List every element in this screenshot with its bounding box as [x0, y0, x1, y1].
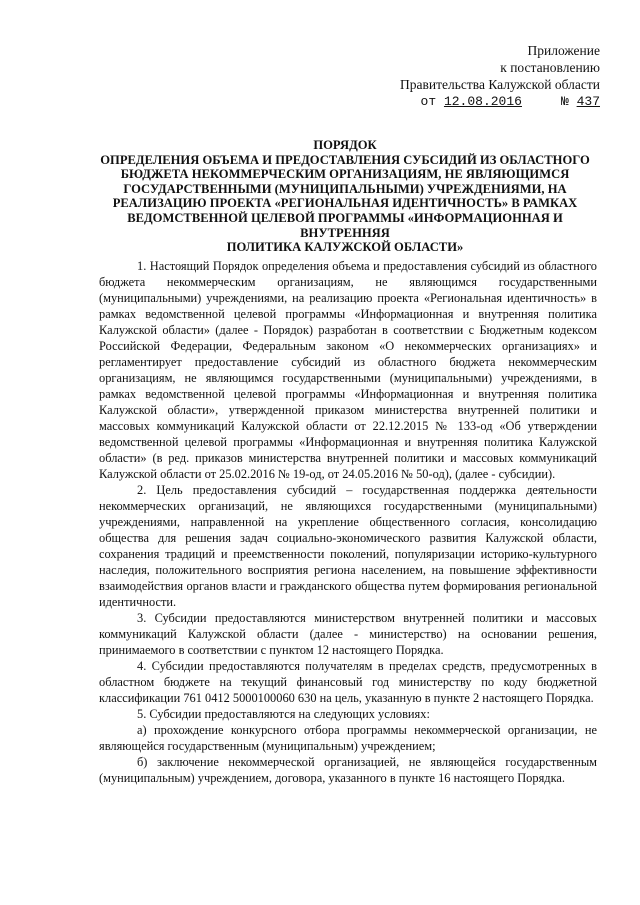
document-body: [99, 258, 597, 786]
paragraph-4: 4. Субсидии предоставляются получателям в пределах средств, предусмотренных в областном бюджете на текущий финансовый год министерству по коду бюджетной классификации 761 0412 5000100060 630 на цель, указанную в пункте 2 настоящего Порядка.: [99, 659, 597, 705]
paragraph-2: 2. Цель предоставления субсидий – государственная поддержка деятельности некоммерческих организаций, не являющихся государственными (муниципальными) учреждениями, направленной на укрепление общественного согласия, консолидацию общества для решения задач социально-экономического развития Калужской области, сохранения традиций и преемственности поколений, популяризации историко-культурного наследия, положительного восприятия региона населением, на повышение эффективности взаимодействия органов власти и гражданского общества путем формирования региональной идентичности.: [99, 483, 597, 609]
date-prefix: от: [420, 94, 444, 109]
paragraph-5b: б) заключение некоммерческой организацией, не являющейся государственным (муниципальным) учреждением, договора, указанного в пункте 16 настоящего Порядка.: [99, 755, 597, 785]
number-prefix: №: [560, 94, 577, 109]
title-line-2: ОПРЕДЕЛЕНИЯ ОБЪЕМА И ПРЕДОСТАВЛЕНИЯ СУБСИДИЙ ИЗ ОБЛАСТНОГО: [100, 152, 590, 167]
title-line-5: РЕАЛИЗАЦИЮ ПРОЕКТА «РЕГИОНАЛЬНАЯ ИДЕНТИЧНОСТЬ» В РАМКАХ: [112, 196, 578, 211]
appendix-block: [400, 42, 600, 110]
appendix-line-1: Приложение: [527, 43, 600, 58]
paragraph-3: 3. Субсидии предоставляются министерством внутренней политики и массовых коммуникаций Калужской области (далее - министерство) на основании решения, принимаемого в соответствии с пунктом 12 настоящего Порядка.: [99, 611, 597, 657]
paragraph-1: 1. Настоящий Порядок определения объема и предоставления субсидий из областного бюджета некоммерческим организациям, не являющимся государственными (муниципальными) учреждениями, на реализацию проекта «Региональная идентичность» в рамках ведомственной целевой программы «Информационная и внутренняя политика Калужской области» (далее - Порядок) разработан в соответствии с Бюджетным кодексом Российской Федерации, Федеральным законом «О некоммерческих организациях» и регламентирует предоставление субсидий из областного бюджета некоммерческим организациям, не являющимся государственными (муниципальными) учреждениями, в рамках ведомственной целевой программы «Информационная и внутренняя политика Калужской области», утвержденной приказом министерства внутренней политики и массовых коммуникаций Калужской области от 22.12.2015 № 133-од «Об утверждении ведомственной целевой программы «Информационная и внутренняя политика Калужской области» (в ред. приказов министерства внутренней политики и массовых коммуникаций Калужской области от 25.02.2016 № 19-од, от 24.05.2016 № 50-од), (далее - субсидии).: [99, 259, 597, 481]
title-line-4: ГОСУДАРСТВЕННЫМИ (МУНИЦИПАЛЬНЫМИ) УЧРЕЖДЕНИЯМИ, НА: [123, 181, 567, 196]
title-line-7: ПОЛИТИКА КАЛУЖСКОЙ ОБЛАСТИ»: [226, 240, 464, 255]
title-line-6: ВЕДОМСТВЕННОЙ ЦЕЛЕВОЙ ПРОГРАММЫ «ИНФОРМАЦИОННАЯ И ВНУТРЕННЯЯ: [127, 210, 563, 240]
appendix-line-2: к постановлению: [500, 60, 600, 75]
decree-date-number: [400, 93, 600, 110]
appendix-line-3: Правительства Калужской области: [399, 77, 600, 92]
title-line-3: БЮДЖЕТА НЕКОММЕРЧЕСКИМ ОРГАНИЗАЦИЯМ, НЕ ЯВЛЯЮЩИМСЯ: [120, 167, 570, 182]
title-line-1: ПОРЯДОК: [313, 138, 377, 152]
decree-number: 437: [576, 94, 600, 109]
document-title: [90, 138, 600, 255]
paragraph-5a: а) прохождение конкурсного отбора программы некоммерческой организации, не являющейся государственным (муниципальным) учреждением;: [99, 723, 597, 753]
decree-date: 12.08.2016: [443, 94, 522, 109]
paragraph-5: 5. Субсидии предоставляются на следующих условиях:: [137, 707, 430, 721]
